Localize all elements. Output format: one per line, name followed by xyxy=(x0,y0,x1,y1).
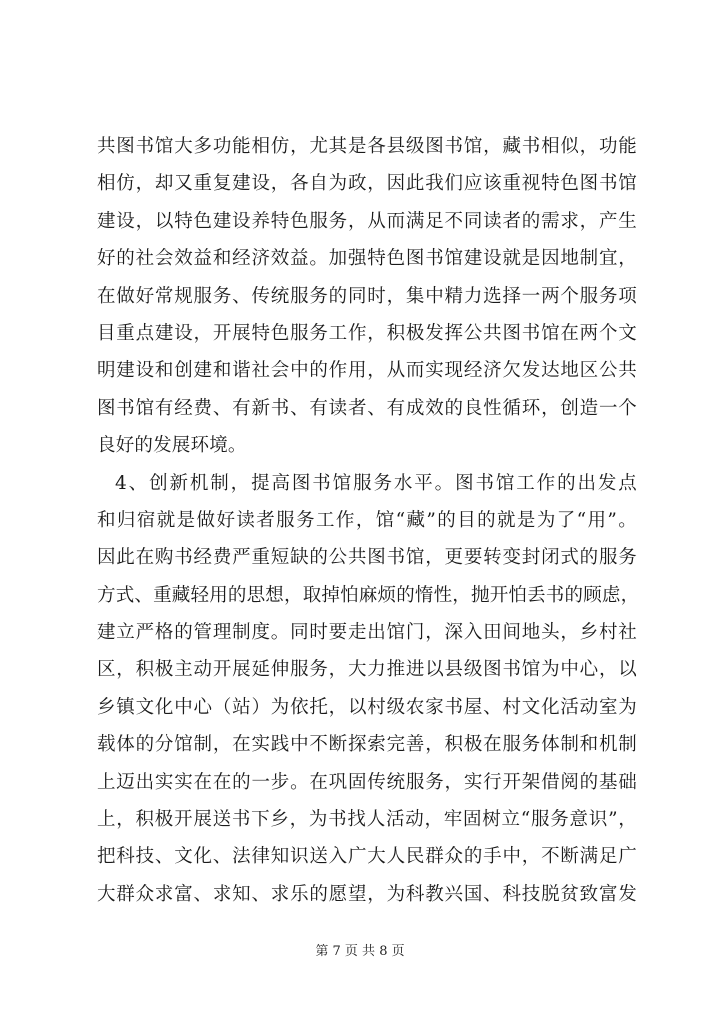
text-line: 上，积极开展送书下乡，为书找人活动，牢固树立“服务意识”， xyxy=(97,809,637,831)
text-line: 大群众求富、求知、求乐的愿望，为科教兴国、科技脱贫致富发 xyxy=(97,883,637,905)
text-line: 区，积极主动开展延伸服务，大力推进以县级图书馆为中心，以 xyxy=(97,659,637,681)
text-line: 乡镇文化中心（站）为依托，以村级农家书屋、村文化活动室为 xyxy=(97,696,637,718)
body-text xyxy=(97,128,640,913)
text-line: 建设，以特色建设养特色服务，从而满足不同读者的需求，产生 xyxy=(97,210,637,232)
text-line: 建立严格的管理制度。同时要走出馆门，深入田间地头，乡村社 xyxy=(97,622,637,644)
text-line: 图书馆有经费、有新书、有读者、有成效的良性循环，创造一个 xyxy=(97,397,637,419)
paragraph-start-line: 4、创新机制，提高图书馆服务水平。图书馆工作的出发点 xyxy=(115,472,637,494)
text-line: 因此在购书经费严重短缺的公共图书馆，更要转变封闭式的服务 xyxy=(97,547,637,569)
text-line: 和归宿就是做好读者服务工作，馆“藏”的目的就是为了“用”。 xyxy=(97,509,637,531)
text-line: 目重点建设，开展特色服务工作，积极发挥公共图书馆在两个文 xyxy=(97,322,637,344)
text-line: 把科技、文化、法律知识送入广大人民群众的手中，不断满足广 xyxy=(97,846,637,868)
text-line: 相仿，却又重复建设，各自为政，因此我们应该重视特色图书馆 xyxy=(97,173,637,195)
text-line: 载体的分馆制，在实践中不断探索完善，积极在服务体制和机制 xyxy=(97,734,637,756)
text-line: 共图书馆大多功能相仿，尤其是各县级图书馆，藏书相似，功能 xyxy=(97,136,637,157)
text-line: 良好的发展环境。 xyxy=(97,435,247,457)
text-line: 在做好常规服务、传统服务的同时，集中精力选择一两个服务项 xyxy=(97,285,637,307)
page-number-footer: 第 7 页 共 8 页 xyxy=(315,944,405,959)
text-line: 好的社会效益和经济效益。加强特色图书馆建设就是因地制宜， xyxy=(97,248,637,270)
text-line: 明建设和创建和谐社会中的作用，从而实现经济欠发达地区公共 xyxy=(97,360,637,382)
text-line: 上迈出实实在在的一步。在巩固传统服务，实行开架借阅的基础 xyxy=(97,771,637,793)
text-line: 方式、重藏轻用的思想，取掉怕麻烦的惰性，抛开怕丢书的顾虑， xyxy=(97,584,640,606)
